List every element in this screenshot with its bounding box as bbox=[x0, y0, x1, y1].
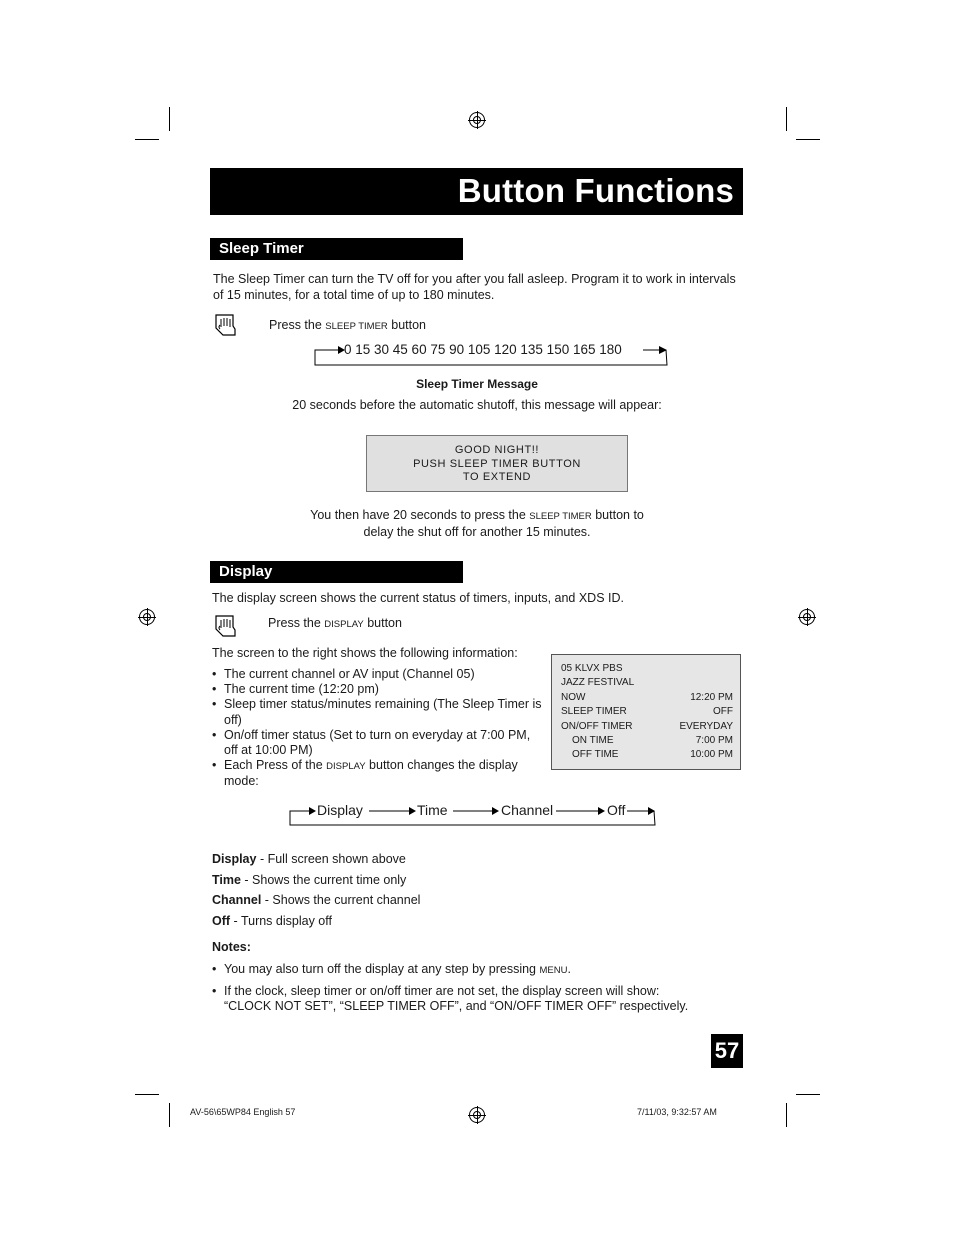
cycle-mode-off: Off bbox=[607, 802, 626, 818]
sleep-timer-message-intro: 20 seconds before the automatic shutoff, this message will appear: bbox=[292, 398, 662, 412]
page-number: 57 bbox=[711, 1034, 743, 1068]
list-item: • Sleep timer status/minutes remaining (The Sleep Timer is off) bbox=[212, 697, 542, 727]
crop-mark bbox=[169, 107, 170, 131]
section-header-sleep-timer bbox=[210, 238, 463, 260]
display-button-name: DISPLAY bbox=[324, 619, 364, 630]
sleep-time-sequence: 0 15 30 45 60 75 90 105 120 135 150 165 180 bbox=[344, 342, 622, 357]
press-sleep-timer-instruction: Press the SLEEP TIMER button bbox=[269, 318, 426, 332]
notes-list bbox=[212, 962, 732, 1015]
sleep-timer-intro: The Sleep Timer can turn the TV off for you after you fall asleep. Program it to work in intervals of 15 minutes, for a total time of up to 180 minutes. bbox=[213, 272, 736, 302]
crop-mark bbox=[135, 139, 159, 140]
footer-file-info: AV-56\65WP84 English 57 bbox=[190, 1107, 296, 1117]
notes-heading: Notes: bbox=[212, 940, 251, 954]
registration-mark-icon bbox=[469, 1107, 485, 1123]
registration-mark-icon bbox=[799, 609, 815, 625]
crop-mark bbox=[786, 107, 787, 131]
display-screen-sample: 05 KLVX PBS JAZZ FESTIVAL NOW 12:20 PM SLEEP TIMER OFF ON/OFF TIMER EVERYDAY ON TIME 7:00 PM OFF TIME 10:00 PM bbox=[551, 654, 741, 770]
hand-press-icon bbox=[213, 313, 237, 337]
page-title: Button Functions bbox=[457, 172, 734, 209]
cycle-mode-display: Display bbox=[317, 802, 363, 818]
list-item: • Each Press of the DISPLAY button changes the display mode: bbox=[212, 758, 542, 789]
good-night-message-box: GOOD NIGHT!! PUSH SLEEP TIMER BUTTON TO EXTEND bbox=[366, 435, 628, 492]
crop-mark bbox=[786, 1103, 787, 1127]
list-item: • The current channel or AV input (Channel 05) bbox=[212, 667, 542, 682]
crop-mark bbox=[169, 1103, 170, 1127]
cycle-mode-channel: Channel bbox=[501, 802, 554, 818]
press-display-instruction: Press the DISPLAY button bbox=[268, 616, 402, 630]
sleep-timer-button-name: SLEEP TIMER bbox=[325, 321, 388, 332]
list-item: • You may also turn off the display at any step by pressing MENU. bbox=[212, 962, 732, 978]
list-item: • If the clock, sleep timer or on/off timer are not set, the display screen will show: “CLOCK NOT SET”, “SLEEP TIMER OFF”, and “ON/OFF TIMER OFF” respectively. bbox=[212, 984, 732, 1014]
registration-mark-icon bbox=[469, 112, 485, 128]
section-title: Display bbox=[219, 563, 273, 580]
definition-time: Time - Shows the current time only bbox=[212, 873, 407, 887]
sleep-timer-extend-note: You then have 20 seconds to press the SLEEP TIMER button to delay the shut off for another 15 minutes. bbox=[310, 508, 644, 539]
definition-display: Display - Full screen shown above bbox=[212, 852, 406, 866]
registration-mark-icon bbox=[139, 609, 155, 625]
sleep-timer-message-heading: Sleep Timer Message bbox=[416, 377, 538, 391]
display-info-list bbox=[212, 667, 542, 790]
list-item: • On/off timer status (Set to turn on everyday at 7:00 PM, off at 10:00 PM) bbox=[212, 728, 542, 758]
crop-mark bbox=[796, 1094, 820, 1095]
page-title-bar bbox=[210, 168, 743, 215]
hand-press-icon bbox=[213, 614, 237, 638]
section-header-display bbox=[210, 561, 463, 583]
footer-timestamp: 7/11/03, 9:32:57 AM bbox=[637, 1107, 717, 1117]
list-item: • The current time (12:20 pm) bbox=[212, 682, 542, 697]
section-title: Sleep Timer bbox=[219, 240, 304, 257]
crop-mark bbox=[796, 139, 820, 140]
definition-off: Off - Turns display off bbox=[212, 914, 332, 928]
display-screen-intro: The screen to the right shows the following information: bbox=[212, 646, 518, 660]
definition-channel: Channel - Shows the current channel bbox=[212, 893, 421, 907]
crop-mark bbox=[135, 1094, 159, 1095]
cycle-mode-time: Time bbox=[417, 802, 448, 818]
display-intro: The display screen shows the current status of timers, inputs, and XDS ID. bbox=[212, 591, 624, 605]
